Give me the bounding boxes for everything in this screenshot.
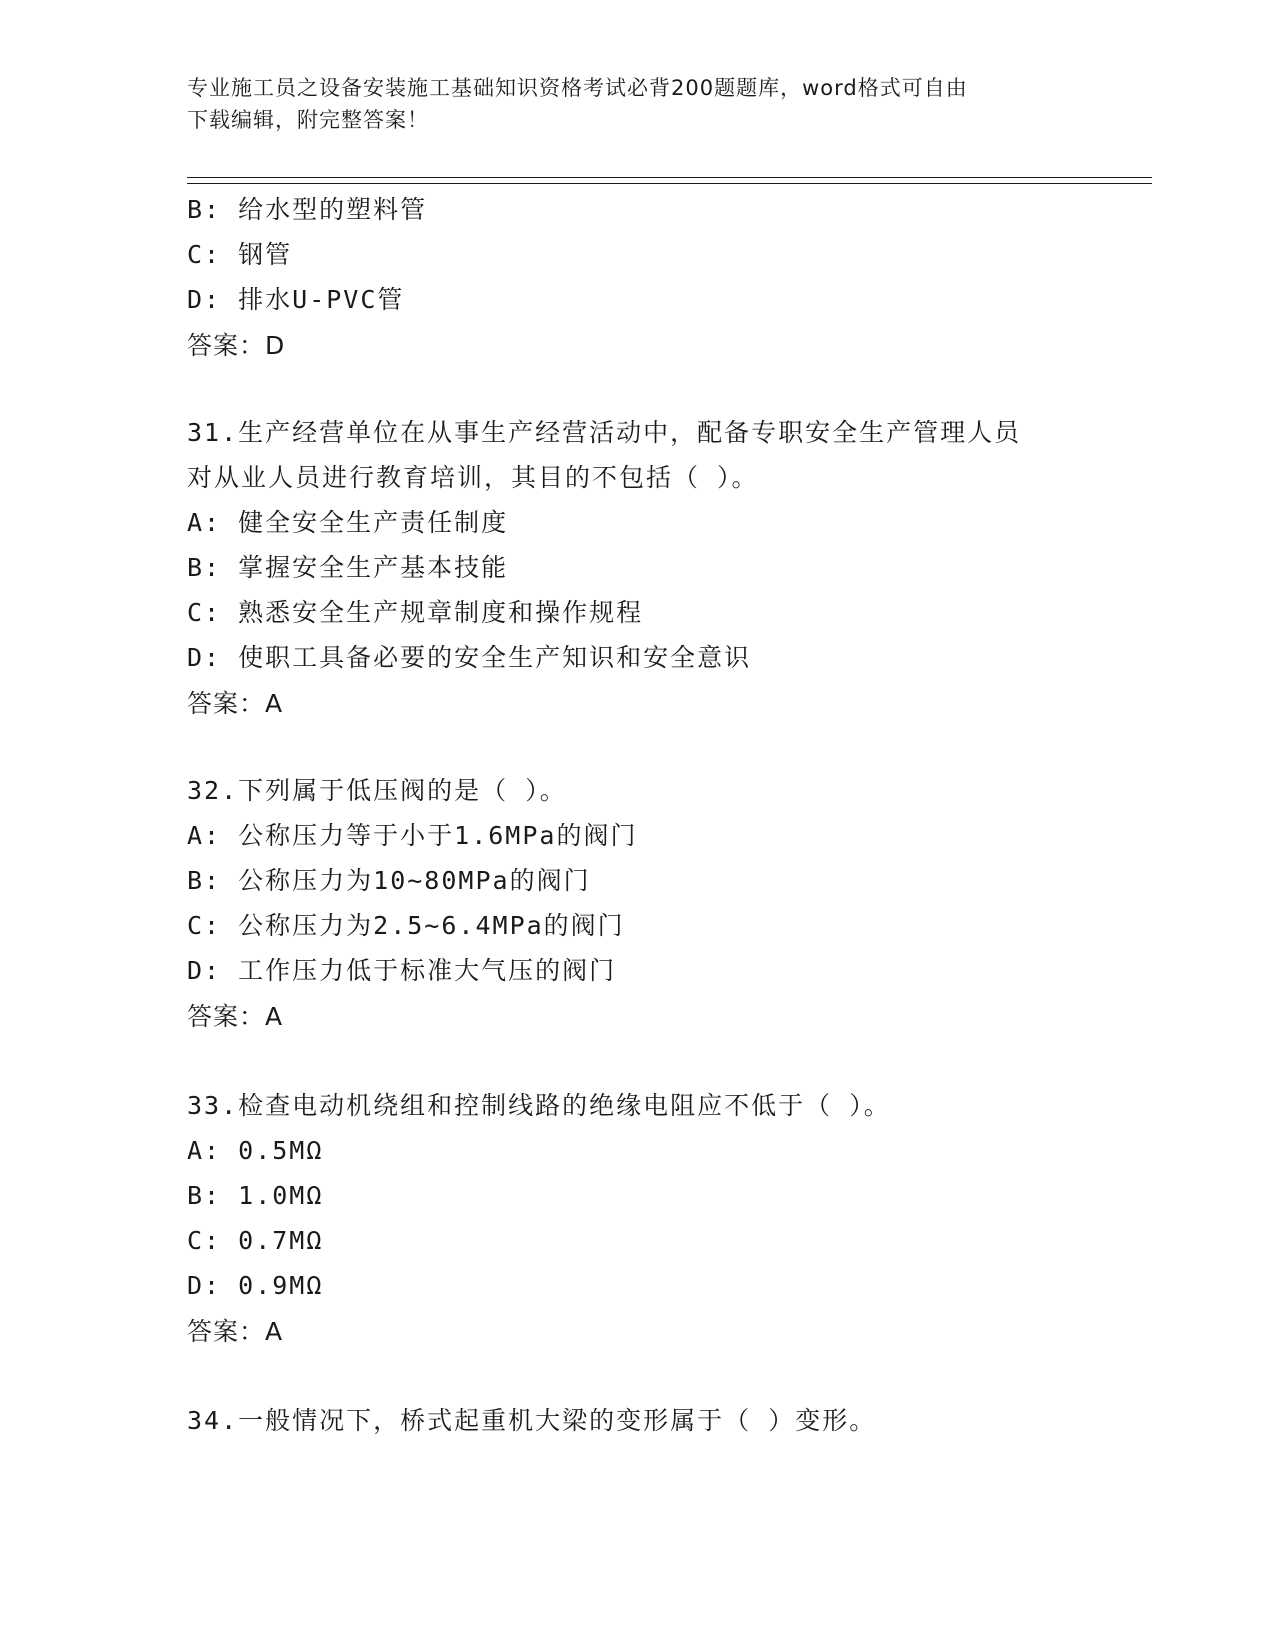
q31-option-c: C: 熟悉安全生产规章制度和操作规程: [187, 598, 644, 627]
q33-option-d: D: 0.9MΩ: [187, 1271, 324, 1300]
q32-option-a: A: 公称压力等于小于1.6MPa的阀门: [187, 821, 638, 850]
q31-stem-line-1: 31.生产经营单位在从事生产经营活动中，配备专职安全生产管理人员: [187, 418, 1022, 447]
q34-stem: 34.一般情况下，桥式起重机大梁的变形属于（ ）变形。: [187, 1406, 877, 1435]
q33-option-b: B: 1.0MΩ: [187, 1181, 324, 1210]
header-line-2: 下载编辑，附完整答案！: [187, 108, 429, 132]
q32-answer: 答案：A: [187, 1002, 284, 1031]
q33-option-c: C: 0.7MΩ: [187, 1226, 324, 1255]
q31-option-b: B: 掌握安全生产基本技能: [187, 553, 509, 582]
q31-answer: 答案：A: [187, 689, 284, 718]
header-line-1: 专业施工员之设备安装施工基础知识资格考试必背200题题库，word格式可自由: [187, 76, 968, 100]
q32-option-c: C: 公称压力为2.5~6.4MPa的阀门: [187, 911, 625, 940]
q32-option-d: D: 工作压力低于标准大气压的阀门: [187, 956, 617, 985]
document-header: [187, 72, 1087, 136]
q30-answer: 答案：D: [187, 331, 286, 360]
q32-stem: 32.下列属于低压阀的是（ ）。: [187, 776, 567, 805]
q30-option-d: D: 排水U-PVC管: [187, 285, 405, 314]
q33-answer: 答案：A: [187, 1317, 284, 1346]
q31-option-d: D: 使职工具备必要的安全生产知识和安全意识: [187, 643, 752, 672]
header-rule-top: [187, 177, 1152, 178]
q33-option-a: A: 0.5MΩ: [187, 1136, 324, 1165]
q33-stem: 33.检查电动机绕组和控制线路的绝缘电阻应不低于（ ）。: [187, 1091, 891, 1120]
q32-option-b: B: 公称压力为10~80MPa的阀门: [187, 866, 591, 895]
q30-option-c: C: 钢管: [187, 240, 293, 269]
q31-option-a: A: 健全安全生产责任制度: [187, 508, 509, 537]
q31-stem-line-2: 对从业人员进行教育培训，其目的不包括（ ）。: [187, 463, 759, 492]
header-rule-bottom: [187, 183, 1152, 184]
q30-option-b: B: 给水型的塑料管: [187, 195, 428, 224]
